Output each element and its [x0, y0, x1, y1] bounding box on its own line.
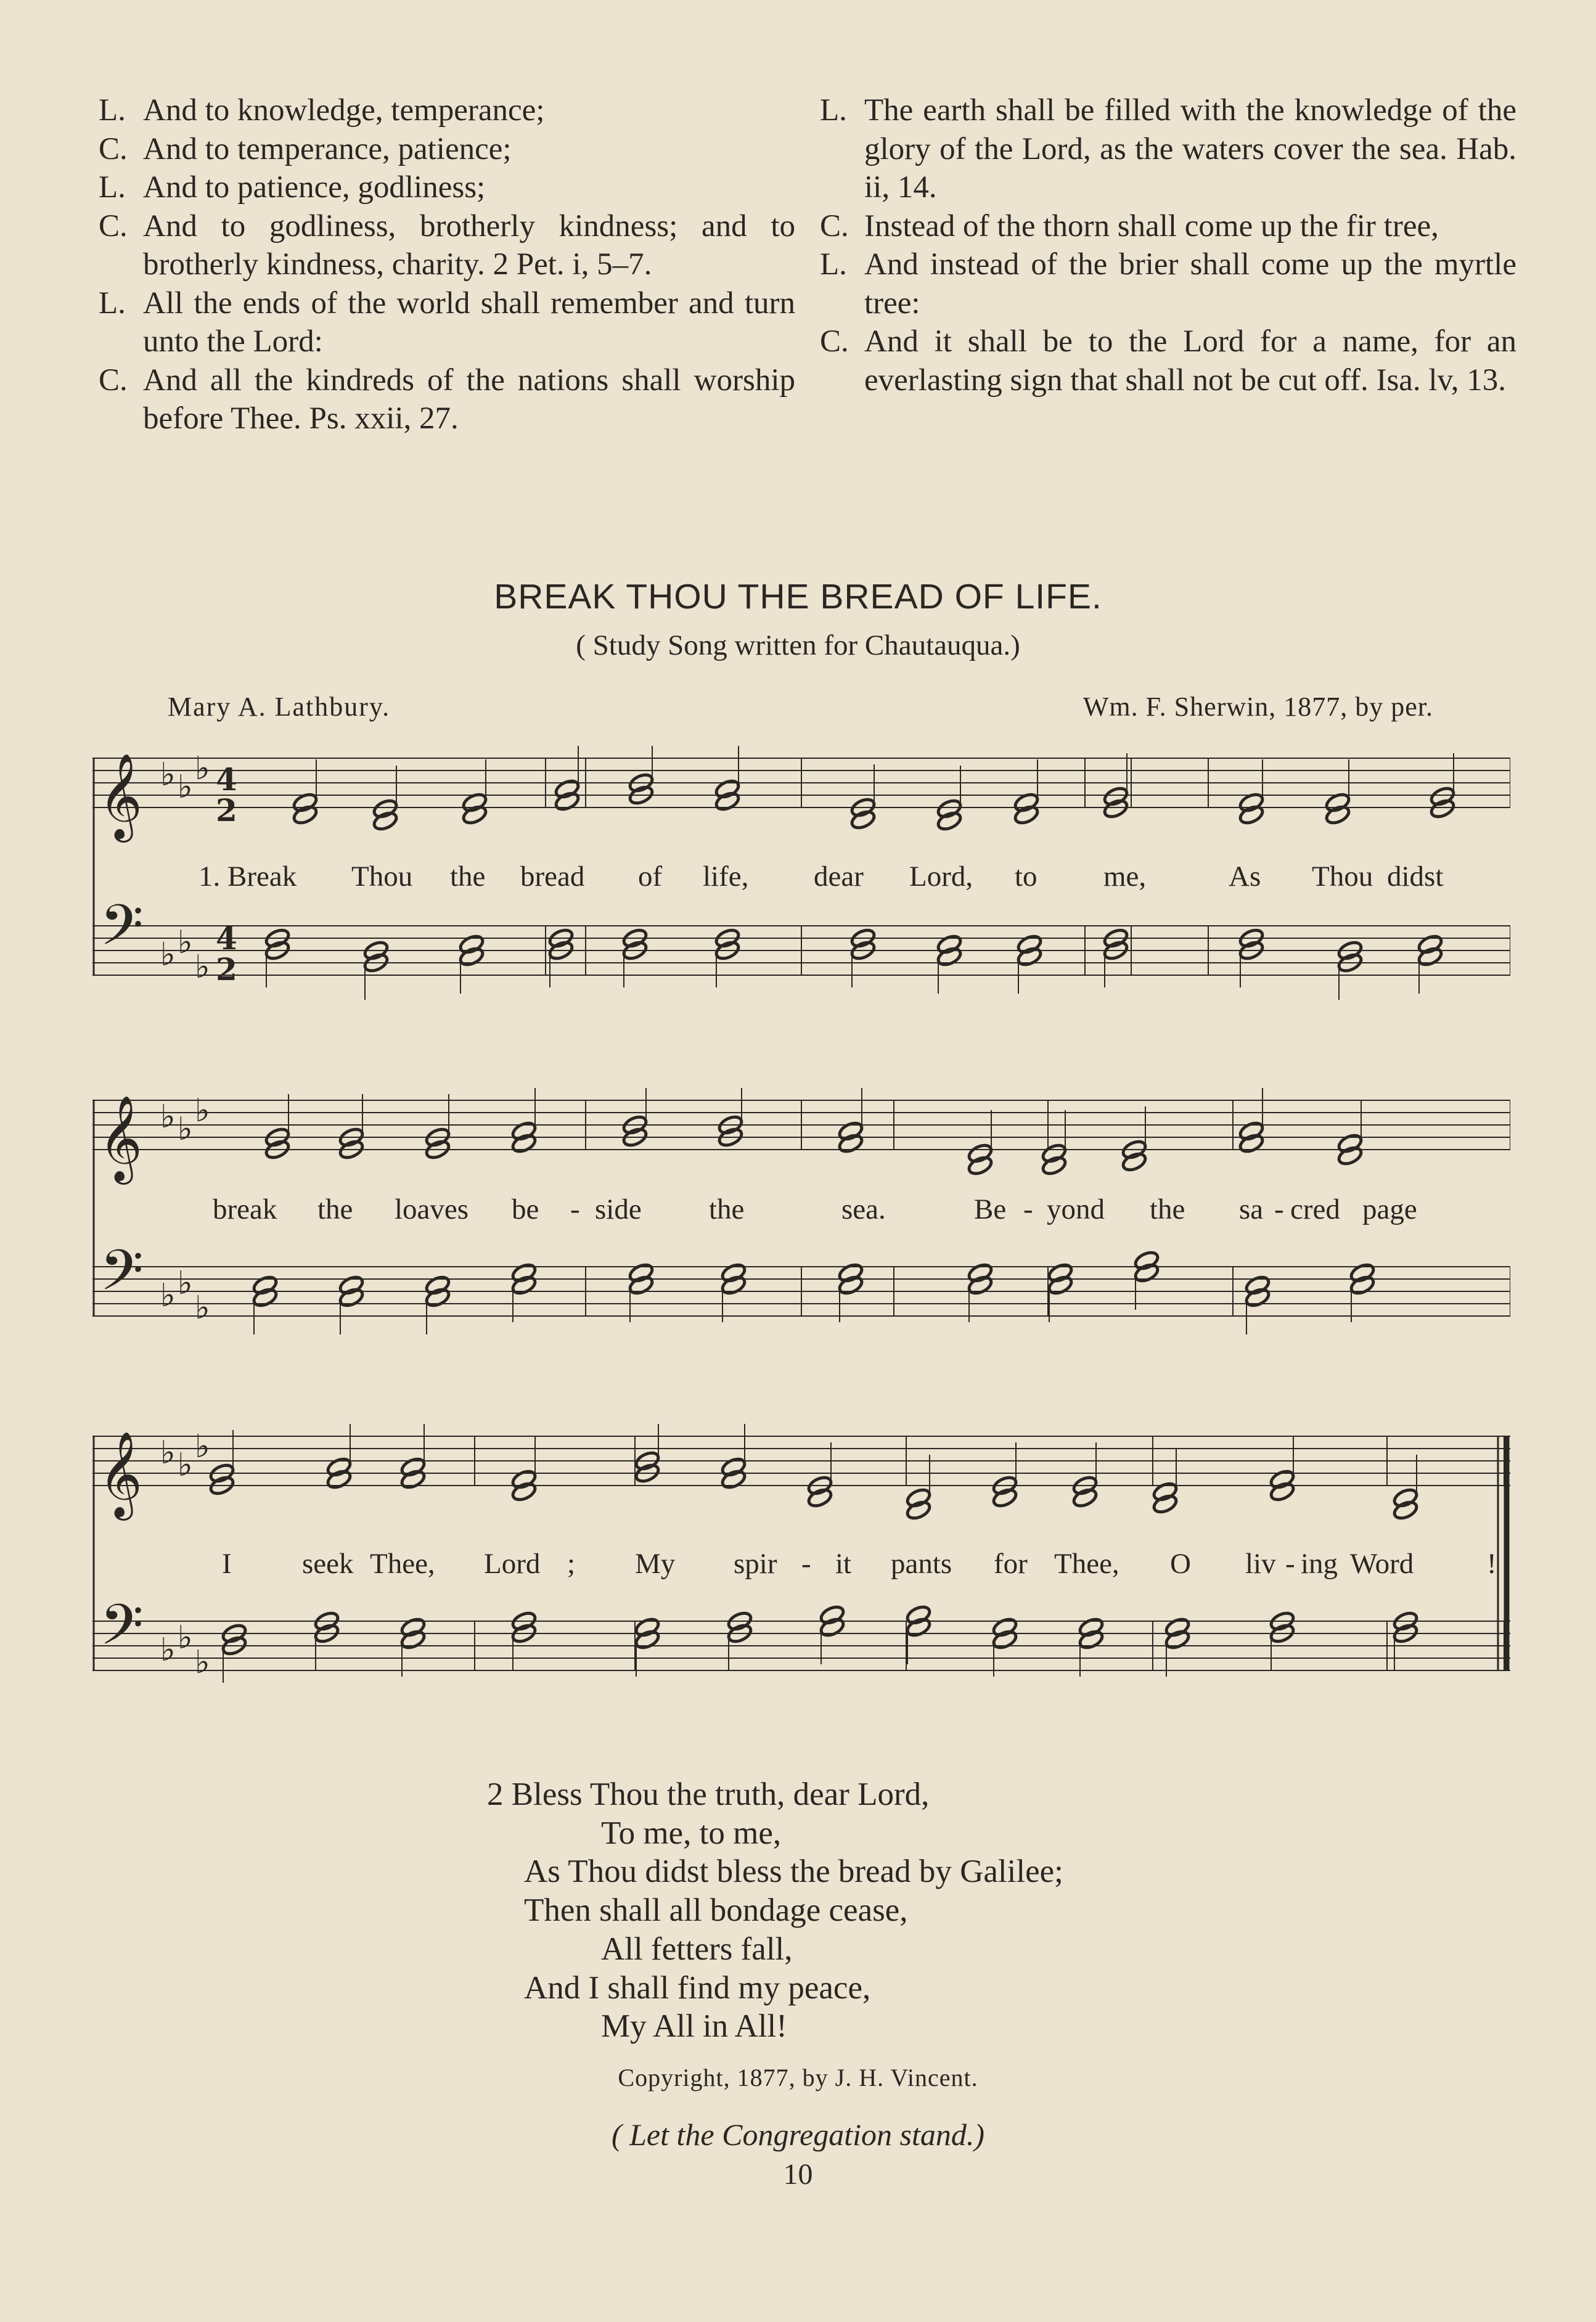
music-system-2: [92, 1088, 1510, 1396]
stanza-line: Then shall all bondage cease,: [524, 1892, 908, 1929]
lyric-syllable: pants: [891, 1548, 952, 1580]
flat-sign: ♭: [160, 1277, 176, 1314]
lyric-syllable: ing: [1301, 1548, 1338, 1580]
lyric-syllable: of: [638, 861, 663, 893]
reading-entry: [99, 361, 795, 438]
lyric-syllable: liv: [1245, 1548, 1276, 1580]
lyric-syllable: Thou: [351, 861, 413, 893]
lyric-syllable: My: [635, 1548, 676, 1580]
reading-column-right: [820, 91, 1516, 399]
lyric-syllable: 1. Break: [198, 861, 297, 893]
flat-sign: ♭: [178, 924, 193, 961]
flat-sign: ♭: [160, 1632, 176, 1669]
lyric-syllable: seek: [302, 1548, 354, 1580]
stanza-2: [487, 1775, 1063, 2046]
lyric-syllable: Thou: [1312, 861, 1373, 893]
stanza-line: To me, to me,: [601, 1815, 782, 1851]
lyric-syllable: -: [1285, 1548, 1295, 1580]
lyric-syllable: !: [1487, 1548, 1497, 1580]
flat-sign: ♭: [160, 936, 176, 973]
copyright-notice: Copyright, 1877, by J. H. Vincent.: [618, 2064, 978, 2091]
lyric-syllable: the: [450, 861, 486, 893]
reading-text: And instead of the brier shall come up the myrtle tree:: [864, 247, 1516, 321]
music-system-1: [92, 746, 1510, 1036]
flat-sign: ♭: [178, 1111, 193, 1148]
reading-entry: [820, 322, 1516, 399]
lyric-syllable: spir: [734, 1548, 777, 1580]
reading-text: All the ends of the world shall remember and turn unto the Lord:: [143, 285, 795, 359]
barlines: [94, 758, 1510, 975]
music-system-3: [92, 1424, 1510, 1744]
lyric-syllable: to: [1015, 861, 1037, 893]
treble-clef-icon: [99, 753, 142, 843]
lyric-syllable: Word: [1350, 1548, 1414, 1580]
lyric-syllable: break: [213, 1193, 277, 1225]
svg-text:𝄢: 𝄢: [100, 893, 144, 971]
flat-sign: ♭: [195, 1290, 210, 1327]
svg-text:𝄞: 𝄞: [99, 1095, 142, 1181]
flat-sign: ♭: [195, 949, 210, 986]
reading-entry: [820, 207, 1516, 246]
speaker-label: L.: [99, 93, 126, 128]
congregation-instruction: ( Let the Congregation stand.): [611, 2117, 985, 2152]
flat-sign: ♭: [178, 769, 193, 806]
svg-text:4: 4: [216, 761, 237, 798]
stanza-line: My All in All!: [601, 2008, 787, 2045]
svg-text:𝄞: 𝄞: [99, 753, 142, 839]
lyric-syllable: me,: [1103, 861, 1147, 893]
reading-entry: [99, 284, 795, 361]
speaker-label: C.: [99, 131, 128, 166]
lyric-syllable: sea.: [841, 1193, 886, 1225]
lyric-syllable: didst: [1387, 861, 1444, 893]
lyric-syllable: O: [1170, 1548, 1191, 1580]
lyric-syllable: -: [1274, 1193, 1284, 1225]
reading-text: The earth shall be filled with the knowledge of the glory of the Lord, as the waters cover the sea. Hab. ii, 14.: [864, 93, 1516, 205]
svg-text:4: 4: [216, 920, 237, 957]
svg-text:𝄢: 𝄢: [100, 1592, 144, 1671]
bass-clef-icon: [100, 1238, 144, 1317]
page-number: 10: [783, 2158, 813, 2191]
lyric-syllable: loaves: [395, 1193, 469, 1225]
lyric-syllable: the: [1150, 1193, 1185, 1225]
svg-text:𝄞: 𝄞: [99, 1431, 142, 1517]
lyric-syllable: the: [317, 1193, 353, 1225]
lyric-syllable: yond: [1047, 1193, 1105, 1225]
speaker-label: L.: [820, 93, 847, 128]
lyric-syllable: Be: [974, 1193, 1007, 1225]
lyric-syllable: Thee,: [1054, 1548, 1119, 1580]
final-double-barline-icon: [1498, 1436, 1507, 1670]
speaker-label: L.: [820, 247, 847, 282]
hymn-title: BREAK THOU THE BREAD OF LIFE.: [494, 577, 1102, 616]
treble-clef-icon: [99, 1095, 142, 1185]
lyric-syllable: cred: [1290, 1193, 1340, 1225]
flat-sign: ♭: [178, 1265, 193, 1302]
speaker-label: C.: [820, 324, 849, 359]
reading-entry: [820, 91, 1516, 207]
stanza-line: 2 Bless Thou the truth, dear Lord,: [487, 1776, 930, 1812]
reading-text: And it shall be to the Lord for a name, for an everlasting sign that shall not be cut off. Isa. lv, 13.: [864, 324, 1516, 398]
stanza-line: As Thou didst bless the bread by Galilee;: [524, 1854, 1063, 1890]
speaker-label: C.: [99, 362, 128, 398]
flat-sign: ♭: [195, 1644, 210, 1681]
lyric-syllable: bread: [520, 861, 585, 893]
key-signature-flats-icon: [160, 1092, 210, 1327]
treble-staff: [92, 1436, 1510, 1486]
lyric-syllable: -: [1023, 1193, 1033, 1225]
lyric-syllable: Lord: [484, 1548, 541, 1580]
music-staff-svg: [92, 1088, 1510, 1396]
lyric-syllable: Thee,: [370, 1548, 435, 1580]
lyric-syllable: life,: [703, 861, 749, 893]
lyric-syllable: Lord,: [909, 861, 973, 893]
reading-entry: [99, 207, 795, 284]
speaker-label: C.: [820, 208, 849, 243]
music-staff-svg: [92, 746, 1510, 1036]
stanza-line: And I shall find my peace,: [524, 1969, 871, 2006]
lyric-syllable: -: [801, 1548, 811, 1580]
lyric-syllable: As: [1229, 861, 1261, 893]
reading-text: And to patience, godliness;: [143, 170, 486, 205]
reading-entry: [820, 245, 1516, 322]
reading-entry: [99, 130, 795, 169]
svg-text:2: 2: [216, 951, 237, 987]
reading-entry: [99, 91, 795, 130]
treble-clef-icon: [99, 1431, 142, 1521]
bass-staff: [92, 1621, 1510, 1670]
flat-sign: ♭: [195, 1092, 210, 1129]
lyric-syllable: ;: [567, 1548, 576, 1580]
lyric-syllable: I: [222, 1548, 232, 1580]
lyric-syllable: dear: [814, 861, 864, 893]
reading-text: And to knowledge, temperance;: [143, 93, 545, 128]
flat-sign: ♭: [178, 1447, 193, 1484]
svg-text:2: 2: [216, 792, 237, 828]
reading-text: And to temperance, patience;: [143, 131, 512, 166]
flat-sign: ♭: [195, 750, 210, 787]
reading-text: Instead of the thorn shall come up the fir tree,: [864, 208, 1439, 243]
stanza-line: All fetters fall,: [601, 1931, 793, 1967]
reading-text: And all the kindreds of the nations shall worship before Thee. Ps. xxii, 27.: [143, 362, 795, 436]
bass-clef-icon: [100, 1592, 144, 1671]
lyricist-credit: Mary A. Lathbury.: [168, 692, 391, 722]
reading-text: And to godliness, brotherly kindness; and to brotherly kindness, charity. 2 Pet. i, 5–7.: [143, 208, 795, 282]
speaker-label: C.: [99, 208, 128, 243]
hymn-subtitle: ( Study Song written for Chautauqua.): [576, 629, 1020, 661]
lyric-syllable: it: [835, 1548, 852, 1580]
lyric-syllable: sa: [1239, 1193, 1264, 1225]
bass-clef-icon: [100, 893, 144, 971]
reading-column-left: [99, 91, 795, 438]
lyric-syllable: the: [709, 1193, 745, 1225]
speaker-label: L.: [99, 170, 126, 205]
key-signature-flats-icon: [160, 1428, 210, 1681]
flat-sign: ♭: [160, 756, 176, 793]
flat-sign: ♭: [178, 1619, 193, 1656]
flat-sign: ♭: [160, 1098, 176, 1135]
lyric-syllable: for: [994, 1548, 1028, 1580]
lyric-syllable: be: [512, 1193, 539, 1225]
lyric-syllable: page: [1362, 1193, 1417, 1225]
music-staff-svg: [92, 1424, 1510, 1744]
lyric-syllable: side: [595, 1193, 642, 1225]
reading-entry: [99, 168, 795, 207]
speaker-label: L.: [99, 285, 126, 321]
flat-sign: ♭: [160, 1434, 176, 1471]
svg-text:𝄢: 𝄢: [100, 1238, 144, 1317]
lyric-syllable: -: [570, 1193, 580, 1225]
flat-sign: ♭: [195, 1428, 210, 1465]
composer-credit: Wm. F. Sherwin, 1877, by per.: [1082, 692, 1433, 722]
